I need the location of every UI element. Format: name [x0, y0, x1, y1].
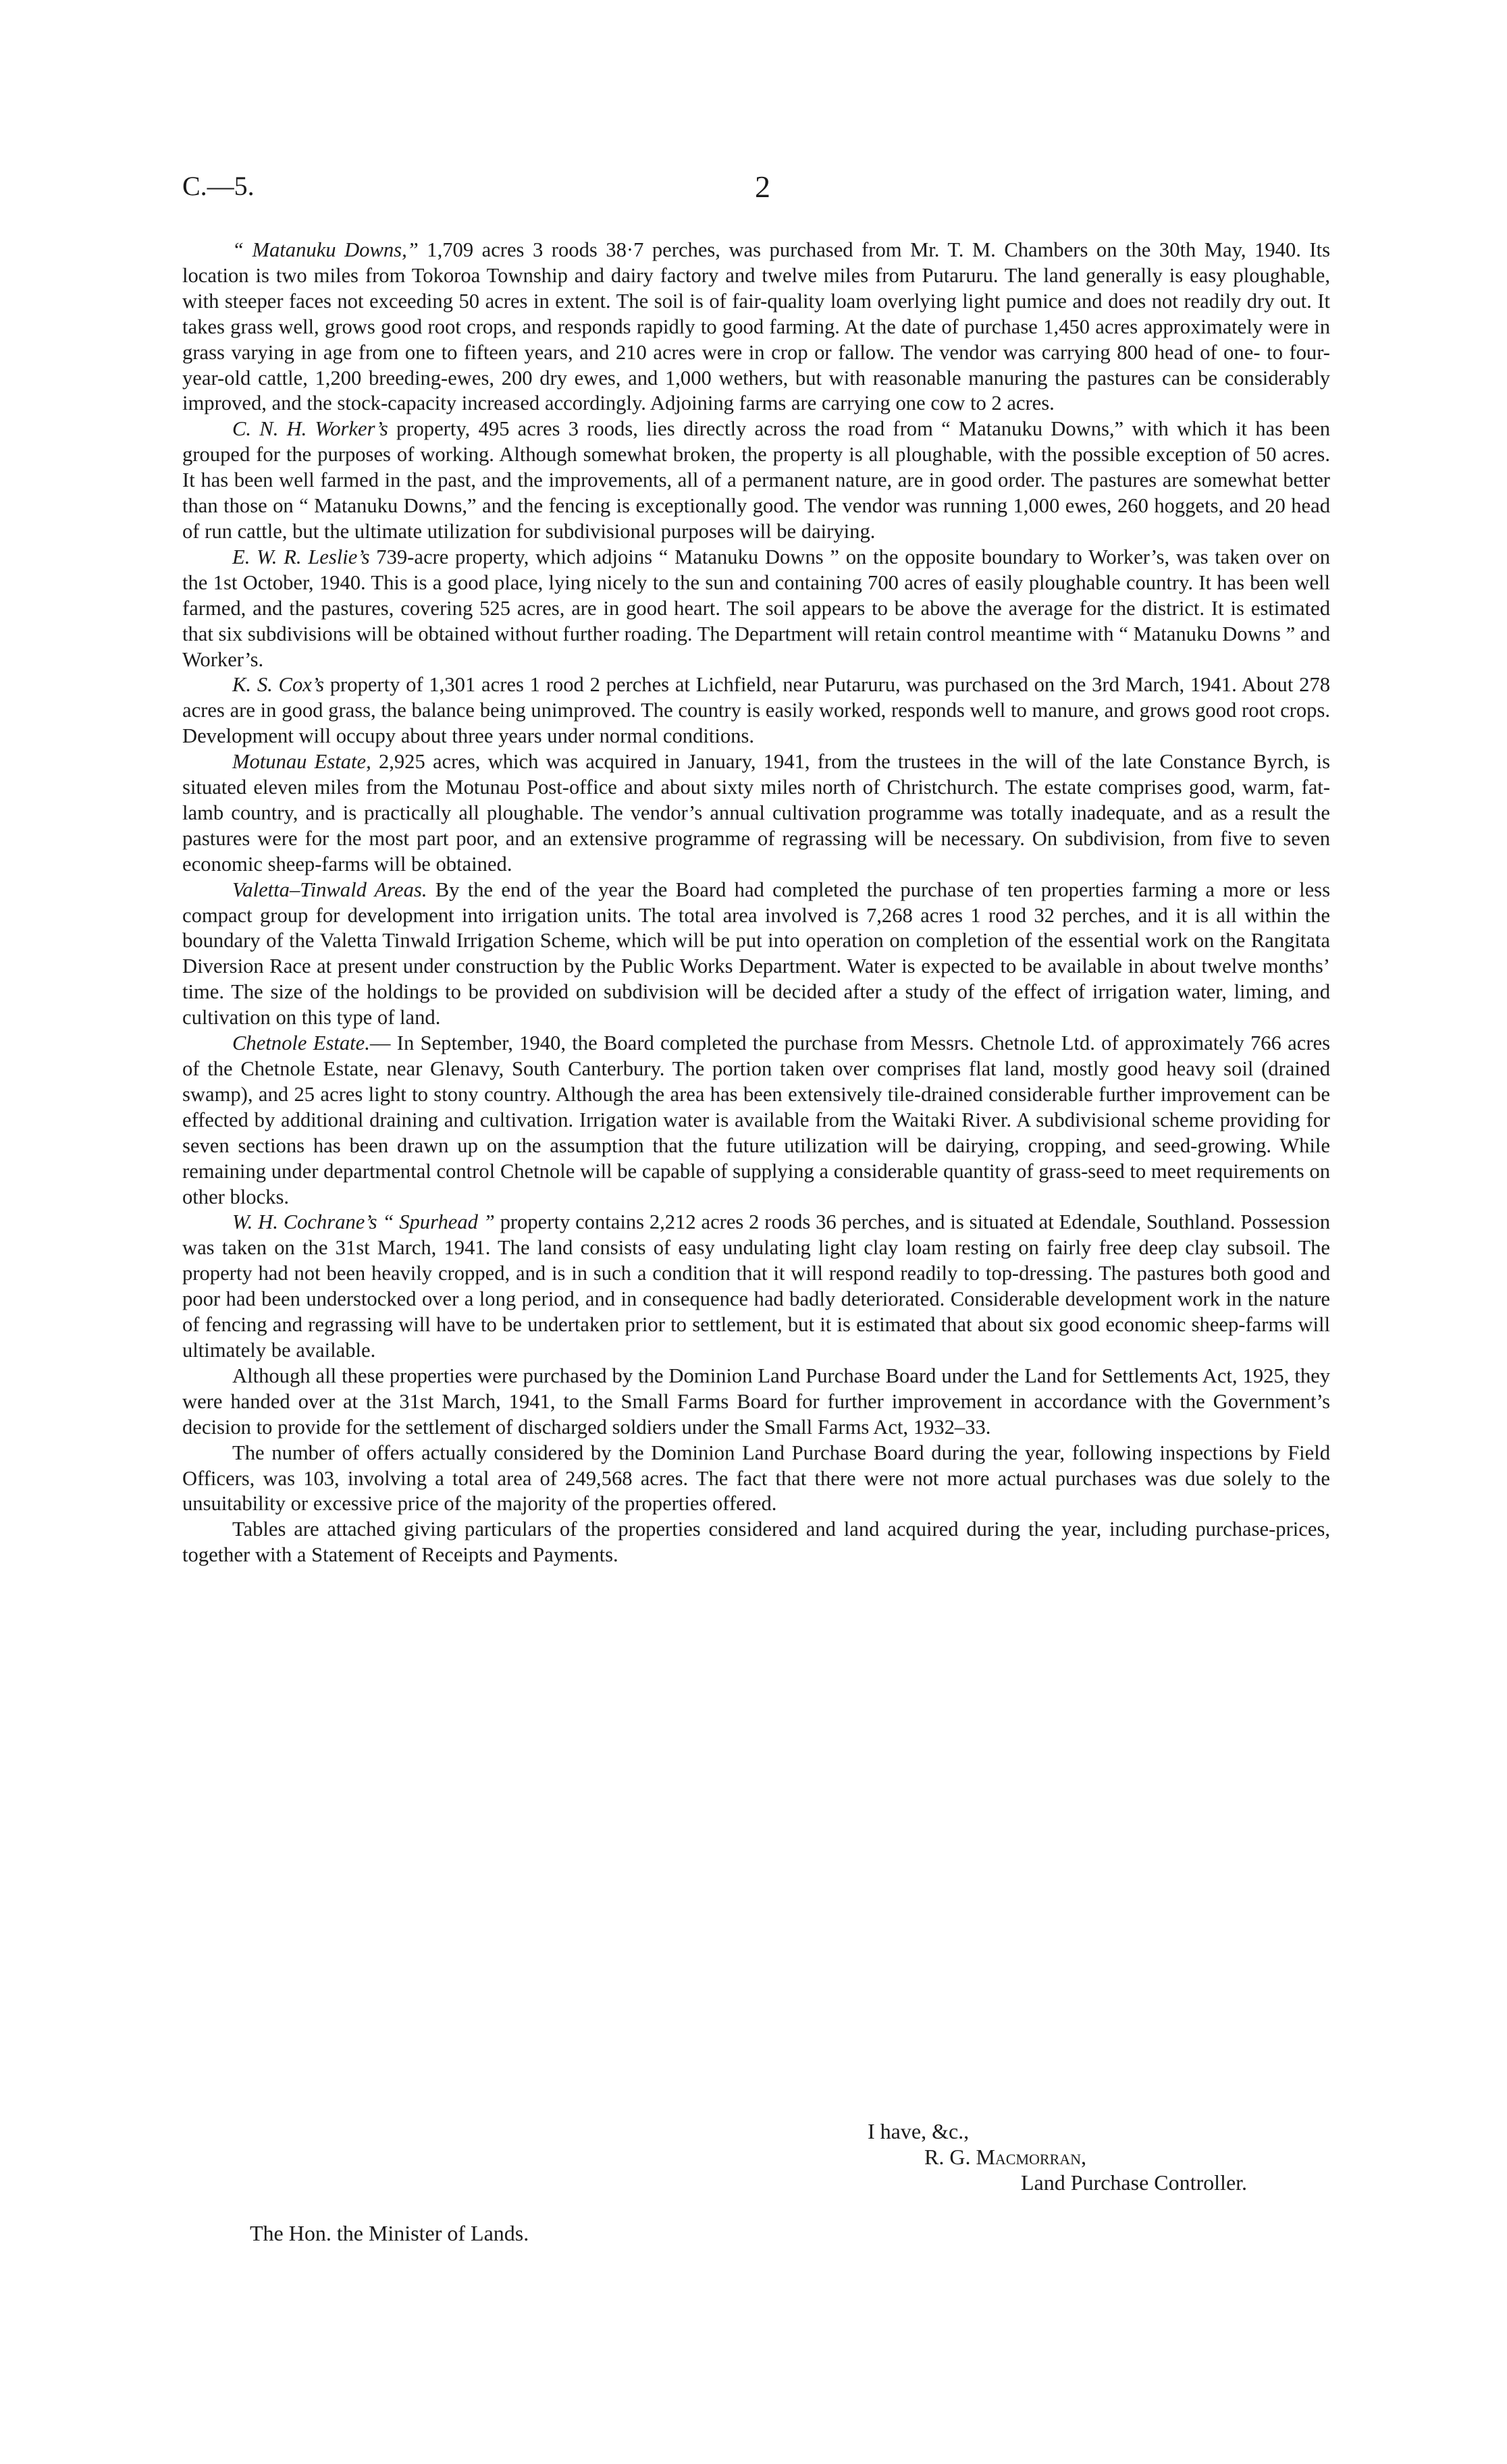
paragraph-text: — In September, 1940, the Board completed the purchase from Messrs. Chetnole Ltd. of approximately 766 acres of the Chetnole Estate, near Glenavy, South Canterbury. The portion taken over comprises flat land, mostly good heavy soil (drained swamp), and 25 acres light to stony country. Although the area has been extensively tile-drained considerable further improvement can be effected by additional draining and cultivation. Irrigation water is available from the Waitaki River. A subdivisional scheme providing for seven sections has been drawn up on the assumption that the future utilization will be dairying, cropping, and seed-growing. While remaining under departmental control Chetnole will be capable of supplying a considerable quantity of grass-seed to meet requirements on other blocks.: [182, 1032, 1330, 1208]
paragraph-text: Although all these properties were purchased by the Dominion Land Purchase Board under the Land for Settlements Act, 1925, they were handed over at the 31st March, 1941, to the Small Farms Board for further improvement in accordance with the Government’s decision to provide for the settlement of discharged soldiers under the Small Farms Act, 1932–33.: [182, 1364, 1330, 1439]
paragraph-lead: E. W. R. Leslie’s: [232, 545, 370, 568]
paragraph-chetnole-estate: [182, 1031, 1330, 1210]
paragraph-lead: “ Matanuku Downs,”: [232, 238, 419, 261]
paragraph-small-farms-board: [182, 1364, 1330, 1441]
signature-block: [868, 2118, 1247, 2195]
paragraph-text: Tables are attached giving particulars of the properties considered and land acquired during the year, including purchase-prices, together with a Statement of Receipts and Payments.: [182, 1518, 1330, 1567]
paragraph-motunau-estate: [182, 749, 1330, 878]
addressee: The Hon. the Minister of Lands.: [250, 2221, 529, 2245]
paragraph-text: property, 495 acres 3 roods, lies directly across the road from “ Matanuku Downs,” with which it has been grouped for the purposes of working. Although somewhat broken, the property is all ploughable, with the possible exception of 50 acres. It has been well farmed in the past, and the improvements, all of a permanent nature, are in good order. The pastures are somewhat better than those on “ Matanuku Downs,” and the fencing is exceptionally good. The vendor was running 1,000 ewes, 260 hoggets, and 20 head of run cattle, but the ultimate utilization for subdivisional purposes will be dairying.: [182, 417, 1330, 543]
paragraph-cox-property: [182, 672, 1330, 749]
paragraph-text: The number of offers actually considered by the Dominion Land Purchase Board during the year, following inspections by Field Officers, was 103, involving a total area of 249,568 acres. The fact that there were not more actual purchases was due solely to the unsuitability or excessive price of the majority of the properties offered.: [182, 1441, 1330, 1516]
paragraph-worker-property: [182, 417, 1330, 545]
paragraph-text: property of 1,301 acres 1 rood 2 perches at Lichfield, near Putaruru, was purchased on the 3rd March, 1941. About 278 acres are in good grass, the balance being unimproved. The country is easily worked, responds well to manure, and grows good root crops. Development will occupy about three years under normal conditions.: [182, 673, 1330, 748]
closing-salutation: I have, &c.,: [868, 2119, 970, 2143]
paragraph-leslie-property: [182, 545, 1330, 673]
paragraph-lead: Motunau Estate,: [232, 750, 371, 774]
paragraph-text: 739-acre property, which adjoins “ Matanuku Downs ” on the opposite boundary to Worker’s, was taken over on the 1st October, 1940. This is a good place, lying nicely to the sun and containing 700 acres of easily ploughable country. It has been well farmed, and the pastures, covering 525 acres, are in good heart. The soil appears to be above the average for the district. It is estimated that six subdivisions will be obtained without further roading. The Department will retain control meantime with “ Matanuku Downs ” and Worker’s.: [182, 545, 1331, 671]
paragraph-cochrane-spurhead: [182, 1210, 1330, 1363]
paragraph-matanuku-downs: [182, 238, 1330, 417]
paragraph-lead: Valetta–Tinwald Areas.: [232, 878, 427, 901]
paragraph-lead: K. S. Cox’s: [232, 673, 324, 697]
paragraph-valetta-tinwald: [182, 878, 1330, 1031]
paragraph-text: 2,925 acres, which was acquired in January, 1941, from the trustees in the will of the late Constance Byrch, is situated eleven miles from the Motunau Post-office and about sixty miles north of Christchurch. The estate comprises good, warm, fat-lamb country, and is practically all ploughable. The vendor’s annual cultivation programme was totally inadequate, and as a result the pastures were for the most part poor, and an extensive programme of regrassing will be necessary. On subdivision, from five to seven economic sheep-farms will be obtained.: [182, 750, 1330, 876]
paragraph-lead: W. H. Cochrane’s “ Spurhead ”: [232, 1210, 495, 1234]
paragraph-offers-considered: [182, 1441, 1330, 1518]
signatory-name: [868, 2144, 1247, 2170]
paragraph-lead: Chetnole Estate.: [232, 1032, 370, 1055]
page-number: 2: [755, 169, 770, 204]
paragraph-text: 1,709 acres 3 roods 38·7 perches, was purchased from Mr. T. M. Chambers on the 30th May, 1940. Its location is two miles from Tokoroa Township and dairy factory and twelve miles from Putaruru. The land generally is easy ploughable, with steeper faces not exceeding 50 acres in extent. The soil is of fair-quality loam overlying light pumice and does not readily dry out. It takes grass well, grows good root crops, and responds rapidly to good farming. At the date of purchase 1,450 acres approximately were in grass varying in age from one to fifteen years, and 210 acres were in crop or fallow. The vendor was carrying 800 head of one- to four-year-old cattle, 1,200 breeding-ewes, 200 dry ewes, and 1,000 wethers, but with reasonable manuring the pastures can be considerably improved, and the stock-capacity increased accordingly. Adjoining farms are carrying one cow to 2 acres.: [182, 238, 1330, 415]
paragraph-tables-attached: [182, 1517, 1330, 1568]
body-text: [182, 238, 1330, 1568]
paragraph-lead: C. N. H. Worker’s: [232, 417, 388, 441]
signatory-initials: R. G.: [924, 2145, 971, 2169]
page-reference: C.—5.: [182, 171, 255, 201]
signatory-surname: Macmorran,: [976, 2145, 1087, 2169]
paragraph-text: property contains 2,212 acres 2 roods 36 perches, and is situated at Edendale, Southland. Possession was taken on the 31st March, 1941. The land consists of easy undulating light clay loam resting on fairly free deep clay subsoil. The property had not been heavily cropped, and is in such a condition that it will respond readily to top-dressing. The pastures both good and poor had been understocked over a long period, and in consequence had badly deteriorated. Considerable development work in the nature of fencing and regrassing will have to be undertaken prior to settlement, but it is estimated that about six good economic sheep-farms will ultimately be available.: [182, 1210, 1330, 1362]
paragraph-text: By the end of the year the Board had completed the purchase of ten properties farming a more or less compact group for development into irrigation units. The total area involved is 7,268 acres 1 rood 32 perches, and it is all within the boundary of the Valetta Tinwald Irrigation Scheme, which will be put into operation on completion of the essential work on the Rangitata Diversion Race at present under construction by the Public Works Department. Water is expected to be available in about twelve months’ time. The size of the holdings to be provided on subdivision will be decided after a study of the effect of irrigation water, liming, and cultivation on this type of land.: [182, 878, 1330, 1029]
signatory-title: Land Purchase Controller.: [1021, 2170, 1248, 2195]
